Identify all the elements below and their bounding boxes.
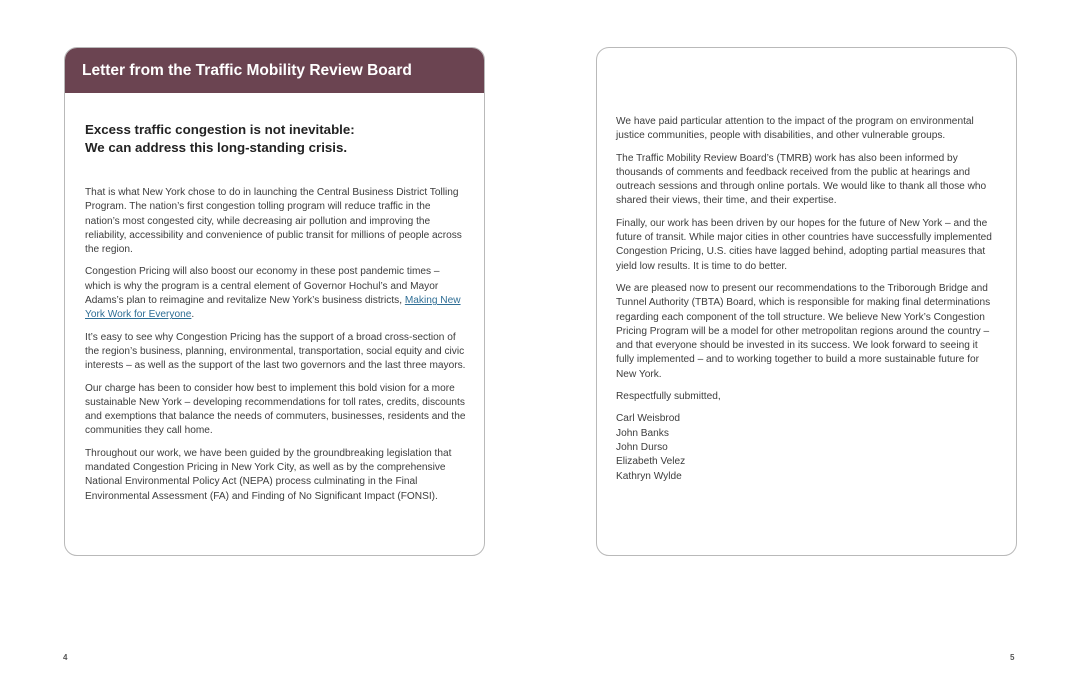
left-body-text [85, 186, 466, 504]
paragraph-text-end: . [191, 309, 195, 321]
closing-line: Respectfully submitted, [616, 391, 721, 403]
right-body-text [616, 115, 998, 484]
paragraph: The Traffic Mobility Review Board’s (TMRB) work has also been informed by thousands of comments and feedback received from the public at hearings and outreach sessions and through online portals. We would like to thank all those who shared their views, their time, and their expertise. [616, 152, 987, 207]
paragraph: It’s easy to see why Congestion Pricing has the support of a broad cross-section of the region’s business, planning, environmental, transportation, social equity and civic interests – as well as the support of the last two governors and the last three mayors. [85, 331, 466, 372]
right-page-panel [596, 47, 1017, 556]
making-new-york-work-link[interactable]: Making New York Work for Everyone [85, 295, 461, 321]
page-number-right: 5 [1010, 653, 1015, 662]
headline-line-2: We can address this long-standing crisis. [85, 140, 348, 155]
signer-name: Kathryn Wylde [616, 470, 682, 482]
left-page-panel [64, 47, 485, 556]
letter-header-title: Letter from the Traffic Mobility Review Board [65, 48, 484, 93]
signer-name: Elizabeth Velez [616, 456, 686, 468]
paragraph: Our charge has been to consider how best to implement this bold vision for a more sustainable New York – developing recommendations for toll rates, credits, discounts and exemptions that balance the needs of commuters, businesses, residents and the communities they call home. [85, 382, 466, 437]
paragraph: We are pleased now to present our recommendations to the Triborough Bridge and Tunnel Authority (TBTA) Board, which is responsible for making final determinations regarding each component of the toll structure. We believe New York’s Congestion Pricing Program will be a model for other metropolitan regions around the country – and that everyone should be invested in its success. We look forward to seeing it fully implemented – and to working together to build a more sustainable future for New York. [616, 282, 991, 380]
signer-name: Carl Weisbrod [616, 413, 680, 425]
paragraph: That is what New York chose to do in launching the Central Business District Tolling Program. The nation’s first congestion tolling program will reduce traffic in the nation’s most congested city, while decreasing air pollution and improving the reliability, accessibility and convenience of public transit for millions of people across the region. [85, 187, 462, 256]
signer-list [616, 412, 998, 483]
signer-name: John Banks [616, 427, 669, 439]
paragraph: We have paid particular attention to the impact of the program on environmental justice communities, people with disabilities, and other vulnerable groups. [616, 116, 974, 142]
page-number-left: 4 [63, 653, 68, 662]
headline-line-1: Excess traffic congestion is not inevitable: [85, 122, 355, 137]
paragraph-with-link [85, 265, 466, 322]
paragraph: Finally, our work has been driven by our hopes for the future of New York – and the future of transit. While major cities in other countries have successfully implemented Congestion Pricing, U.S. cities have lagged behind, adopting partial measures that yield low results. It is time to do better. [616, 217, 992, 272]
headline [85, 121, 484, 157]
paragraph: Throughout our work, we have been guided by the groundbreaking legislation that mandated Congestion Pricing in New York City, as well as by the comprehensive National Environmental Policy Act (NEPA) process culminating in the Final Environmental Assessment (FA) and Finding of No Significant Impact (FONSI). [85, 447, 452, 502]
signer-name: John Durso [616, 441, 668, 453]
paragraph-text: Congestion Pricing will also boost our economy in these post pandemic times – which is why the program is a central element of Governor Hochul’s and Mayor Adams’s plan to reimagine and revitalize New York’s business districts, [85, 266, 440, 307]
